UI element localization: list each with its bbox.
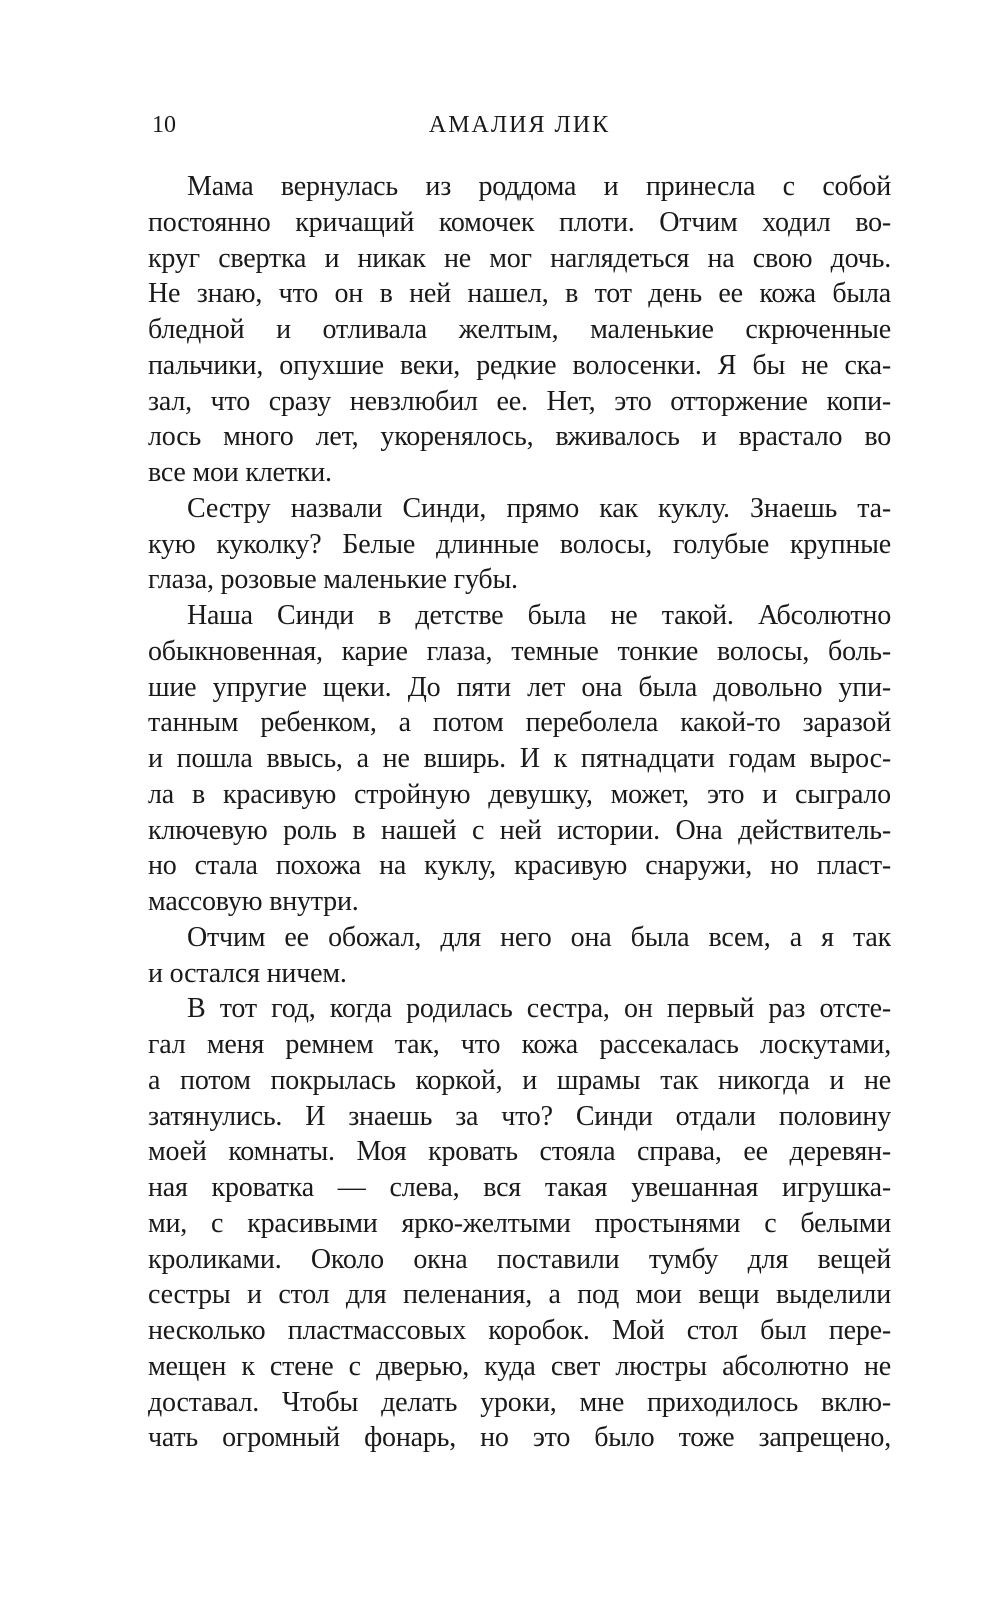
running-header [148, 111, 891, 139]
text-line: обыкновенная, карие глаза, темные тонкие волосы, боль- [148, 635, 891, 667]
text-line: чать огромный фонарь, но это было тоже запрещено, [148, 1422, 891, 1454]
page-number: 10 [152, 112, 176, 138]
text-line: затянулись. И знаешь за что? Синди отдали половину [148, 1100, 891, 1132]
text-line: пальчики, опухшие веки, редкие волосенки. Я бы не ска- [148, 349, 891, 381]
text-line: сестры и стол для пеленания, а под мои вещи выделили [148, 1279, 891, 1311]
text-line: постоянно кричащий комочек плоти. Отчим ходил во- [148, 206, 891, 238]
text-line: ная кроватка — слева, вся такая увешанная игрушка- [148, 1172, 891, 1203]
text-line: В тот год, когда родилась сестра, он первый раз отсте- [187, 993, 891, 1025]
text-line: Наша Синди в детстве была не такой. Абсолютно [187, 600, 891, 631]
text-line: круг свертка и никак не мог наглядеться на свою дочь. [148, 242, 891, 274]
page-body [148, 169, 891, 1456]
text-line: все мои клетки. [148, 457, 332, 488]
text-line: танным ребенком, а потом переболела какой-то заразой [148, 707, 891, 739]
text-line: Мама вернулась из роддома и принесла с собой [187, 171, 891, 202]
text-line: Отчим ее обожал, для него она была всем, а я так [187, 921, 891, 953]
text-line: ла в красивую стройную девушку, может, это и сыграло [148, 778, 891, 810]
text-line: Сестру назвали Синди, прямо как куклу. Знаешь та- [187, 492, 891, 524]
text-line: а потом покрылась коркой, и шрамы так никогда и не [148, 1064, 891, 1096]
text-line: кроликами. Около окна поставили тумбу для вещей [148, 1243, 891, 1275]
text-line: кую куколку? Белые длинные волосы, голубые крупные [148, 528, 891, 560]
text-line: ми, с красивыми ярко-желтыми простынями с белыми [148, 1207, 891, 1239]
text-line: мещен к стене с дверью, куда свет люстры абсолютно не [148, 1350, 891, 1382]
text-line: бледной и отливала желтым, маленькие скрюченные [148, 314, 891, 345]
text-line: лось много лет, укоренялось, вживалось и врастало во [148, 421, 891, 453]
text-line: и остался ничем. [148, 957, 347, 989]
text-line: Не знаю, что он в ней нашел, в тот день ее кожа была [148, 278, 891, 310]
text-line: но стала похожа на куклу, красивую снаружи, но пласт- [148, 850, 891, 882]
text-line: ключевую роль в нашей с ней истории. Она действитель- [148, 814, 891, 846]
text-line: гал меня ремнем так, что кожа рассекалась лоскутами, [148, 1029, 891, 1060]
running-title: АМАЛИЯ ЛИК [428, 112, 611, 138]
text-line: глаза, розовые маленькие губы. [148, 564, 518, 596]
text-line: массовую внутри. [148, 886, 359, 917]
text-line: и пошла ввысь, а не вширь. И к пятнадцати годам вырос- [148, 743, 891, 774]
text-line: шие упругие щеки. До пяти лет она была довольно упи- [148, 671, 891, 703]
text-line: зал, что сразу невзлюбил ее. Нет, это отторжение копи- [148, 385, 891, 417]
text-line: моей комнаты. Моя кровать стояла справа, ее деревян- [148, 1136, 891, 1168]
text-line: несколько пластмассовых коробок. Мой стол был пере- [148, 1315, 891, 1346]
text-line: доставал. Чтобы делать уроки, мне приходилось вклю- [148, 1386, 891, 1418]
